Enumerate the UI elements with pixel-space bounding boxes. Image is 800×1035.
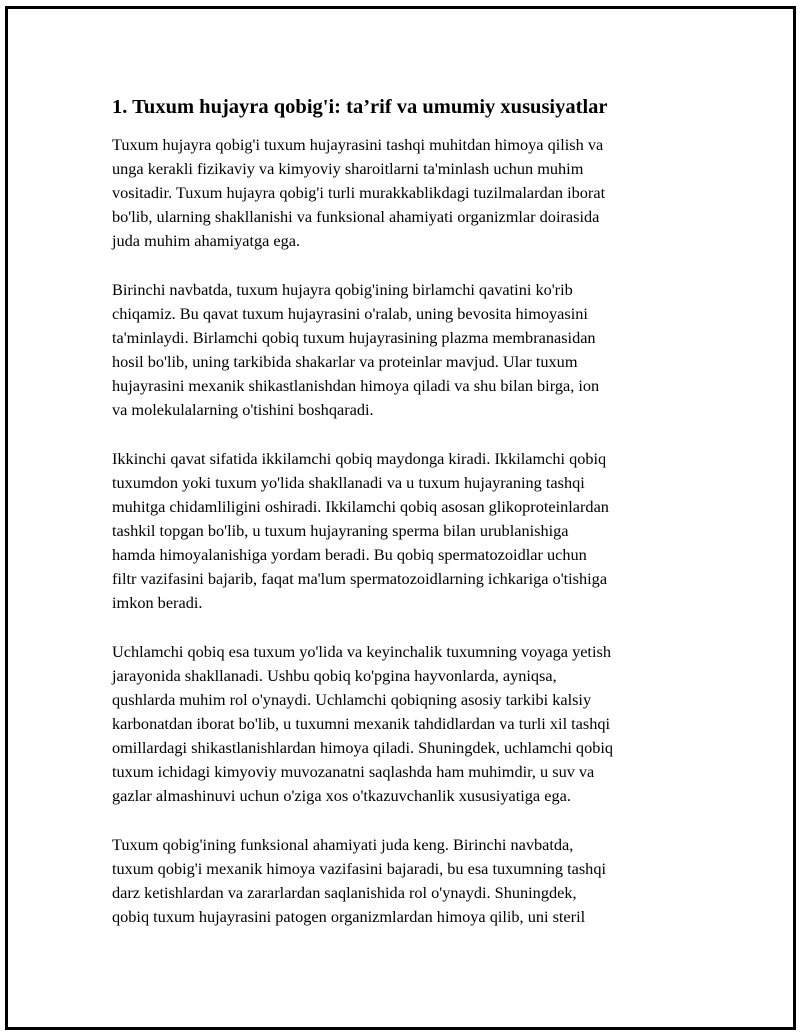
text-line: hujayrasini mexanik shikastlanishdan himoya qiladi va shu bilan birga, ion bbox=[112, 376, 600, 396]
text-line: hosil bo'lib, uning tarkibida shakarlar va proteinlar mavjud. Ular tuxum bbox=[112, 352, 578, 372]
text-line: filtr vazifasini bajarib, faqat ma'lum spermatozoidlarning ichkariga o'tishiga bbox=[112, 569, 608, 589]
text-line: bo'lib, ularning shakllanishi va funksional ahamiyati organizmlar doirasida bbox=[112, 207, 600, 227]
paragraph-4 bbox=[112, 640, 687, 809]
text-line: muhitga chidamliligini oshiradi. Ikkilamchi qobiq asosan glikoproteinlardan bbox=[112, 497, 609, 516]
paragraph-1 bbox=[112, 133, 687, 253]
text-line: darz ketishlardan va zararlardan saqlanishida rol o'ynaydi. Shuningdek, bbox=[112, 883, 577, 903]
text-line: qobiq tuxum hujayrasini patogen organizmlardan himoya qilib, uni steril bbox=[112, 907, 586, 927]
text-line: juda muhim ahamiyatga ega. bbox=[112, 231, 301, 251]
text-line: Birinchi navbatda, tuxum hujayra qobig'ining birlamchi qavatini ko'rib bbox=[112, 279, 573, 299]
text-line: tuxum qobig'i mexanik himoya vazifasini bajaradi, bu esa tuxumning tashqi bbox=[112, 859, 606, 878]
text-line: Ikkinchi qavat sifatida ikkilamchi qobiq maydonga kiradi. Ikkilamchi qobiq bbox=[112, 448, 607, 468]
text-line: tuxum ichidagi kimyoviy muvozanatni saqlashda ham muhimdir, u suv va bbox=[112, 762, 595, 782]
text-line: omillardagi shikastlanishlardan himoya qiladi. Shuningdek, uchlamchi qobiq bbox=[112, 738, 614, 758]
text-line: jarayonida shakllanadi. Ushbu qobiq ko'pgina hayvonlarda, ayniqsa, bbox=[112, 665, 557, 685]
text-line: Uchlamchi qobiq esa tuxum yo'lida va keyinchalik tuxumning voyaga yetish bbox=[112, 641, 611, 661]
document-body bbox=[112, 93, 687, 954]
text-line: unga kerakli fizikaviy va kimyoviy sharoitlarni ta'minlash uchun muhim bbox=[112, 159, 584, 179]
text-line: vositadir. Tuxum hujayra qobig'i turli murakkablikdagi tuzilmalardan iborat bbox=[112, 183, 606, 203]
text-line: qushlarda muhim rol o'ynaydi. Uchlamchi qobiqning asosiy tarkibi kalsiy bbox=[112, 690, 592, 710]
text-line: Tuxum hujayra qobig'i tuxum hujayrasini tashqi muhitdan himoya qilish va bbox=[112, 135, 604, 154]
text-line: imkon beradi. bbox=[112, 593, 203, 613]
text-line: va molekulalarning o'tishini boshqaradi. bbox=[112, 400, 374, 420]
text-line: Tuxum qobig'ining funksional ahamiyati juda keng. Birinchi navbatda, bbox=[112, 834, 574, 854]
paragraph-3 bbox=[112, 447, 687, 616]
section-heading: 1. Tuxum hujayra qobig'i: ta’rif va umumiy xususiyatlar bbox=[112, 96, 608, 118]
text-line: ta'minlaydi. Birlamchi qobiq tuxum hujayrasining plazma membranasidan bbox=[112, 328, 596, 348]
text-line: gazlar almashinuvi uchun o'ziga xos o'tkazuvchanlik xususiyatiga ega. bbox=[112, 786, 571, 806]
paragraph-2 bbox=[112, 278, 687, 423]
text-line: chiqamiz. Bu qavat tuxum hujayrasini o'ralab, uning bevosita himoyasini bbox=[112, 303, 588, 323]
text-line: hamda himoyalanishiga yordam beradi. Bu qobiq spermatozoidlar uchun bbox=[112, 545, 587, 565]
text-line: tuxumdon yoki tuxum yo'lida shakllanadi va u tuxum hujayraning tashqi bbox=[112, 472, 585, 492]
text-line: karbonatdan iborat bo'lib, u tuxumni mexanik tahdidlardan va turli xil tashqi bbox=[112, 714, 611, 734]
text-line: tashkil topgan bo'lib, u tuxum hujayraning sperma bilan urublanishiga bbox=[112, 521, 569, 541]
paragraph-5 bbox=[112, 833, 687, 929]
